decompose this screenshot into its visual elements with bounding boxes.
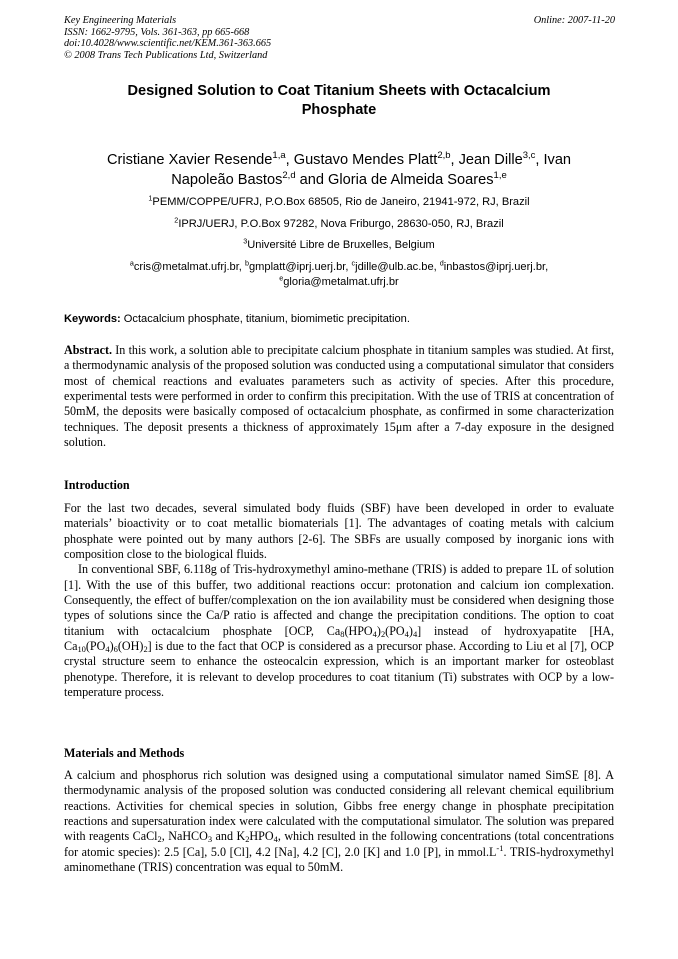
- affiliation-text: Université Libre de Bruxelles, Belgium: [247, 239, 435, 251]
- subscript: 2: [157, 834, 162, 845]
- author-line-1: [64, 150, 614, 170]
- author-name: and Gloria de Almeida Soares: [295, 172, 494, 188]
- author-line-2: [64, 170, 614, 190]
- subscript: 4: [412, 628, 418, 639]
- methods-heading: Materials and Methods: [64, 746, 185, 760]
- affiliation-sup: 3: [243, 236, 248, 246]
- author-sup: 2,b: [437, 150, 451, 162]
- email-link[interactable]: gloria@metalmat.ufrj.br: [283, 275, 399, 288]
- subscript: 2: [245, 834, 250, 845]
- affiliation-text: PEMM/COPPE/UFRJ, P.O.Box 68505, Rio de Janeiro, 21941-972, RJ, Brazil: [152, 196, 530, 208]
- subscript: 10: [77, 644, 86, 655]
- methods-body: [64, 768, 614, 875]
- email-link[interactable]: gmplatt@iprj.uerj.br,: [249, 261, 352, 273]
- subscript: 6: [113, 644, 118, 655]
- subscript: 4: [273, 834, 278, 845]
- subscript: 2: [380, 628, 386, 639]
- methods-paragraph-1: [64, 768, 614, 875]
- subscript: 4: [372, 628, 377, 639]
- author-name: , Ivan: [535, 152, 572, 168]
- text-run: (PO: [85, 639, 106, 654]
- journal-name: Key Engineering Materials: [64, 15, 177, 26]
- subscript: 2: [143, 644, 148, 655]
- email-link[interactable]: inbastos@iprj.uerj.br,: [443, 261, 549, 273]
- email-line-2: [64, 272, 614, 290]
- online-date: Online: 2007-11-20: [533, 15, 615, 26]
- keywords: [64, 312, 614, 326]
- subscript: 3: [207, 834, 213, 845]
- author-list: [64, 150, 614, 190]
- keywords-text: Octacalcium phosphate, titanium, biomimetic precipitation.: [120, 313, 410, 325]
- email-sup: c: [351, 258, 356, 268]
- title-line-1: Designed Solution to Coat Titanium Sheets with Octacalcium: [127, 83, 551, 99]
- paper-title: [64, 82, 614, 119]
- email-link[interactable]: jdille@ulb.ac.be,: [355, 261, 440, 273]
- author-name: Cristiane Xavier Resende: [106, 152, 273, 168]
- text-run: A calcium and phosphorus rich solution was designed using a computational simulator named SimSE [8]. A thermodynamic analysis of the proposed solution was conducted considering all relevant chemical equilibrium reactions. Activities for chemical species in solution, Gibbs free energy change in phosphate precipitation reactions and supersaturation index were calculated with the computational simulator. The solution was prepared with reagents CaCl: [64, 768, 614, 844]
- author-sup: 1,e: [493, 170, 507, 182]
- keywords-label: Keywords:: [64, 313, 121, 325]
- text-run: ] instead of hydroxyapatite [HA, Ca: [64, 623, 614, 654]
- abstract-label: Abstract.: [64, 343, 113, 357]
- title-line-2: Phosphate: [301, 101, 377, 118]
- abstract-text: In this work, a solution able to precipitate calcium phosphate in titanium samples was studied. At first, a thermodynamic analysis of the proposed solution was conducted using a computational simulator that considers most of chemical reactions and evaluates parameters such as activity of species. After this procedure, experimental tests were performed in order to confirm this precipitation. With the use of TRIS at concentration of 50mM, the deposits were basically composed of octacalcium phosphate, as confirmed in some characterization techniques. The deposit presents a thickness of approximately 15μm after a 7-day exposure in the designed solution.: [64, 343, 614, 450]
- subscript: 4: [404, 628, 409, 639]
- abstract: [64, 343, 614, 450]
- journal-copyright: © 2008 Trans Tech Publications Ltd, Switzerland: [64, 49, 268, 61]
- email-sup: e: [279, 272, 284, 282]
- author-sup: 2,d: [282, 170, 296, 182]
- text-run: (PO: [385, 623, 405, 638]
- affiliation-2: [64, 215, 614, 231]
- affiliation-3: [64, 236, 614, 252]
- email-line-1: [64, 260, 614, 275]
- email-link[interactable]: cris@metalmat.ufrj.br,: [133, 261, 245, 273]
- affiliation-text: IPRJ/UERJ, P.O.Box 97282, Nova Friburgo, 28630-050, RJ, Brazil: [178, 218, 504, 230]
- text-run: In conventional SBF, 6.118g of Tris-hydroxymethyl amino-methane (TRIS) is added to prepare 1L of solution [1]. With the use of this buffer, two additional reactions occur: protonation and calcium ion complexation. Consequently, the effect of buffer/complexation on the ion availability must be considered when designing those types of solutions since the Ca/P ratio is affected and change the precipitation conditions. The option to coat titanium with octacalcium phosphate [OCP, Ca: [64, 562, 614, 638]
- email-sup: d: [439, 258, 444, 268]
- affiliation-sup: 2: [174, 215, 179, 225]
- journal-header: [64, 15, 271, 61]
- author-emails: [64, 260, 614, 289]
- text-run: ): [376, 623, 381, 638]
- subscript: 8: [340, 628, 345, 639]
- introduction-paragraph-1: For the last two decades, several simulated body fluids (SBF) have been developed in order to evaluate materials’ bioactivity or to coat metallic biomaterials [1]. The advantages of coating metals with calcium phosphate were pointed out by many authors [2-6]. The SBFs are usually composed by inorganic ions with composition close to the biological fluids.: [64, 501, 614, 562]
- text-run: , NaHCO: [161, 829, 208, 844]
- text-run: (OH): [117, 639, 144, 654]
- author-name: Napoleão Bastos: [171, 172, 283, 188]
- journal-doi: doi:10.4028/www.scientific.net/KEM.361-363.665: [64, 38, 272, 50]
- email-sup: a: [129, 258, 134, 268]
- author-name: , Jean Dille: [450, 152, 523, 168]
- text-run: ] is due to the fact that OCP is considered as a precursor phase. According to Liu et al [7], OCP crystal structure seem to enhance the osteocalcin expression, which is an important marker for osteoblast phenotype. Therefore, it is relevant to develop procedures to coat titanium (Ti) substrates with OCP by a low-temperature process.: [64, 639, 614, 700]
- introduction-paragraph-2: [64, 562, 614, 700]
- text-run: ): [109, 639, 114, 654]
- subscript: 4: [105, 644, 110, 655]
- email-sup: b: [244, 258, 249, 268]
- superscript: -1: [496, 842, 504, 853]
- text-run: (HPO: [344, 623, 373, 638]
- author-sup: 1,a: [272, 150, 286, 162]
- introduction-heading: Introduction: [64, 478, 130, 492]
- author-name: , Gustavo Mendes Platt: [285, 152, 438, 168]
- text-run: . TRIS-hydroxymethyl aminomethane (TRIS) concentration was equal to 50mM.: [64, 844, 614, 875]
- journal-issn: ISSN: 1662-9795, Vols. 361-363, pp 665-668: [64, 26, 250, 38]
- affiliation-sup: 1: [148, 193, 153, 203]
- introduction-body: [64, 501, 614, 700]
- text-run: ): [408, 623, 413, 638]
- affiliation-1: [64, 193, 614, 209]
- text-run: , which resulted in the following concentrations (total concentrations for atomic species): 2.5 [Ca], 5.0 [Cl], 4.2 [Na], 4.2 [C], 2.0 [K] and 1.0 [P], in mmol.L: [64, 829, 614, 859]
- text-run: and K: [212, 829, 246, 844]
- author-sup: 3,c: [522, 150, 536, 162]
- text-run: HPO: [249, 829, 274, 844]
